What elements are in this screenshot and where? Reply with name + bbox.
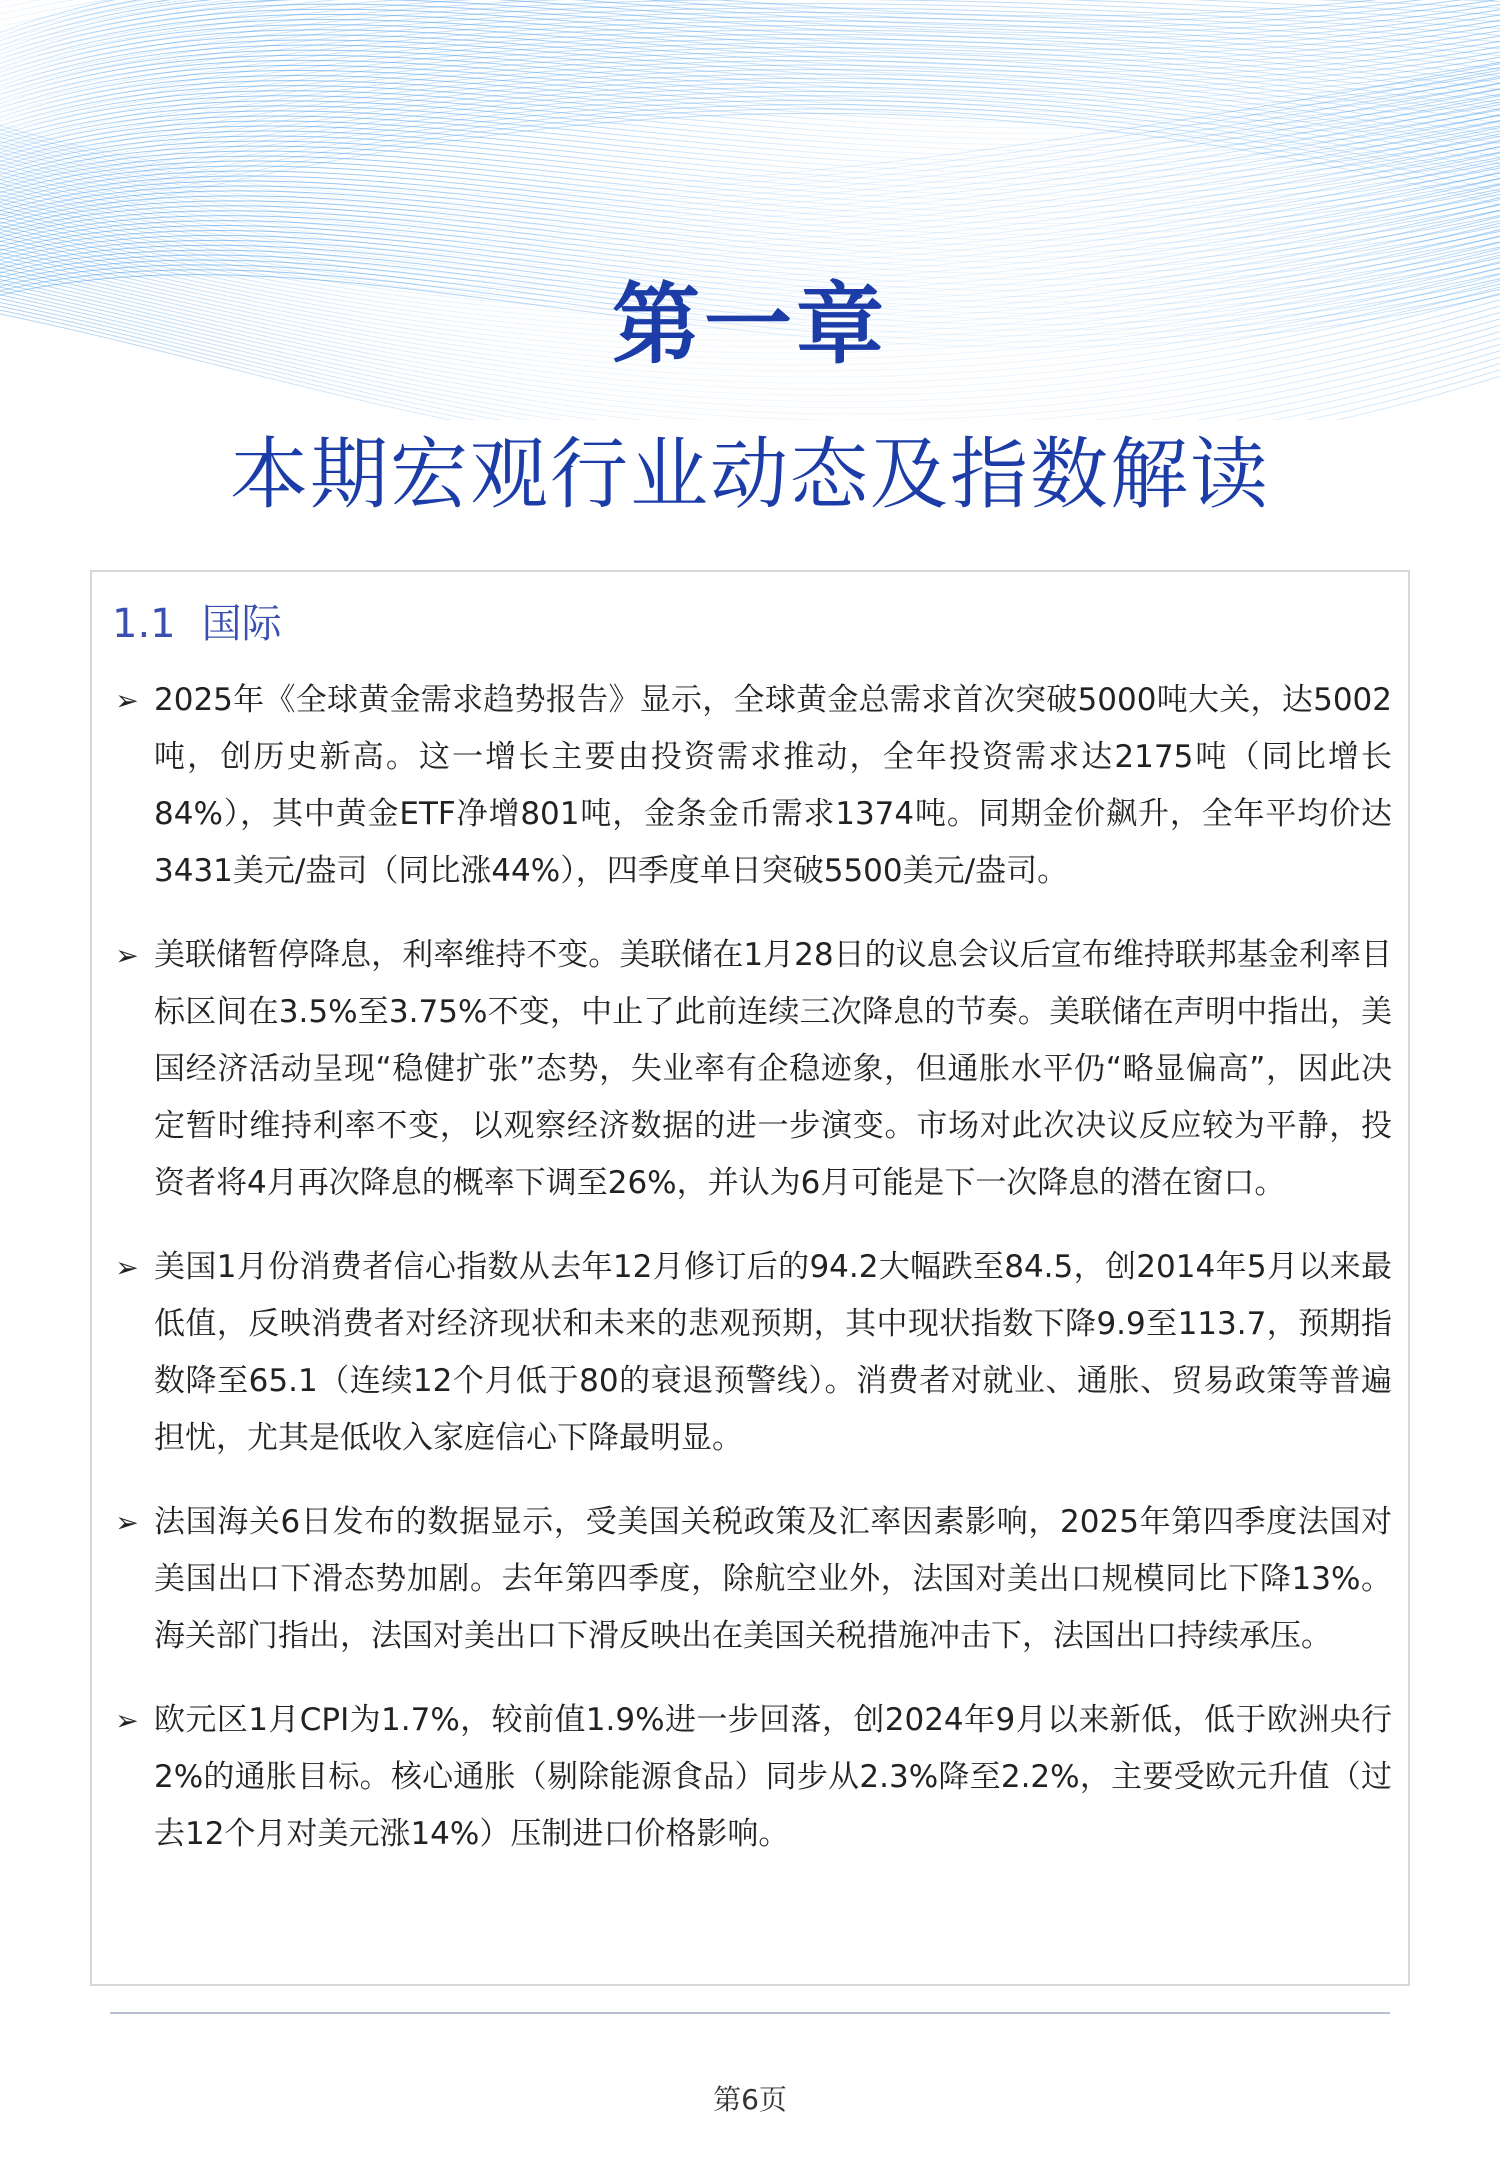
bullet-text: 美联储暂停降息，利率维持不变。美联储在1月28日的议息会议后宣布维持联邦基金利率目标区间在3.5%至3.75%不变，中止了此前连续三次降息的节奏。美联储在声明中指出，美国经济活动呈现“稳健扩张”态势，失业率有企稳迹象，但通胀水平仍“略显偏高”，因此决定暂时维持利率不变，以观察经济数据的进一步演变。市场对此次决议反应较为平静，投资者将4月再次降息的概率下调至26%，并认为6月可能是下一次降息的潜在窗口。 bbox=[154, 937, 1392, 1201]
list-item bbox=[92, 672, 1412, 900]
arrow-bullet-icon: ➢ bbox=[115, 1704, 139, 1737]
arrow-bullet-icon: ➢ bbox=[115, 939, 139, 972]
list-item bbox=[92, 1494, 1412, 1665]
list-item bbox=[92, 1692, 1412, 1863]
chapter-number: 第一章 bbox=[611, 273, 888, 376]
bullet-text: 2025年《全球黄金需求趋势报告》显示，全球黄金总需求首次突破5000吨大关，达5002吨，创历史新高。这一增长主要由投资需求推动，全年投资需求达2175吨（同比增长84%），其中黄金ETF净增801吨，金条金币需求1374吨。同期金价飙升，全年平均价达3431美元/盎司（同比涨44%），四季度单日突破5500美元/盎司。 bbox=[154, 682, 1392, 889]
bullet-text: 法国海关6日发布的数据显示，受美国关税政策及汇率因素影响，2025年第四季度法国对美国出口下滑态势加剧。去年第四季度，除航空业外，法国对美出口规模同比下降13%。海关部门指出，法国对美出口下滑反映出在美国关税措施冲击下，法国出口持续承压。 bbox=[154, 1504, 1392, 1654]
footer-divider bbox=[110, 2012, 1390, 2014]
page-number: 第6页 bbox=[713, 2083, 787, 2116]
section-title: 国际 bbox=[201, 601, 282, 647]
arrow-bullet-icon: ➢ bbox=[115, 1506, 139, 1539]
list-item bbox=[92, 927, 1412, 1212]
arrow-bullet-icon: ➢ bbox=[115, 684, 139, 717]
section-number: 1.1 bbox=[112, 601, 176, 647]
bullet-text: 美国1月份消费者信心指数从去年12月修订后的94.2大幅跌至84.5，创2014年5月以来最低值，反映消费者对经济现状和未来的悲观预期，其中现状指数下降9.9至113.7，预期指数降至65.1（连续12个月低于80的衰退预警线）。消费者对就业、通胀、贸易政策等普遍担忧，尤其是低收入家庭信心下降最明显。 bbox=[154, 1249, 1392, 1456]
section-heading bbox=[112, 594, 282, 654]
content-box bbox=[90, 570, 1410, 1986]
list-item bbox=[92, 1239, 1412, 1467]
chapter-title: 本期宏观行业动态及指数解读 bbox=[229, 430, 1270, 520]
bullet-list bbox=[92, 672, 1412, 1890]
bullet-text: 欧元区1月CPI为1.7%，较前值1.9%进一步回落，创2024年9月以来新低，低于欧洲央行2%的通胀目标。核心通胀（剔除能源食品）同步从2.3%降至2.2%，主要受欧元升值（过去12个月对美元涨14%）压制进口价格影响。 bbox=[154, 1702, 1392, 1852]
arrow-bullet-icon: ➢ bbox=[115, 1251, 139, 1284]
